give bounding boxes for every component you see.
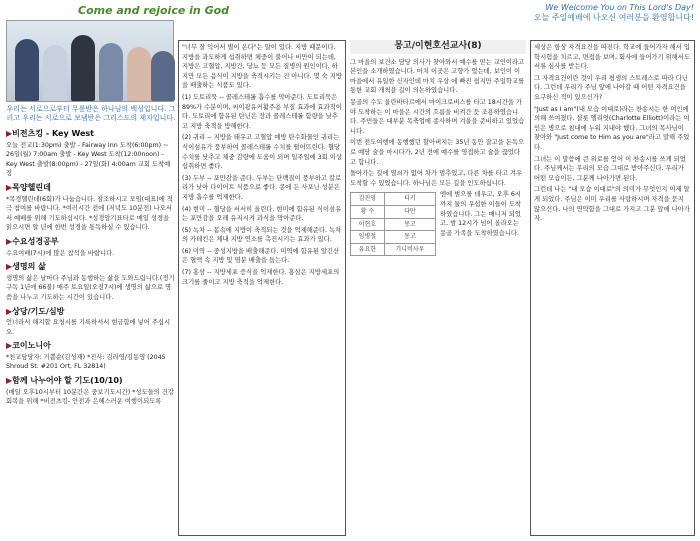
bullet-icon: ▶	[6, 262, 13, 272]
welcome-header	[534, 3, 694, 23]
devotional-paragraph: "Just as I am"(내 모습 이대로)라는 찬송시는 한 여인에 의해 쓰여졌다. 샬롯 엘리엇(Charlotte Elliott)이라는 여인은 병으로 침대에 누워 지내야 했다. 그녀의 목사님이 찾아와 "Just come to Him as you are"라고 말해 주었다.	[534, 105, 690, 151]
section-title	[6, 237, 176, 247]
section-title-text: 수요성경공부	[12, 236, 59, 246]
devotional-paragraph: 그녀는 이 말씀에 큰 위로를 얻어 이 찬송시를 쓰게 되었다. 주님께서는 우리의 모습 그대로 받아주신다. 우리가 어떤 모습이든, 그분께 나아가면 된다.	[534, 155, 686, 182]
health-article-column	[178, 40, 346, 536]
devotional-paragraph: 그런데 나는 "내 모습 이대로"의 의미가 무엇인지 이제 알게 되었다. 주님은 이미 우리를 사랑하시며 자격을 묻지 않으신다. 나의 연약함을 그대로 가지고 그분 앞에 나아가자.	[534, 186, 690, 223]
article-paragraph: (3) 두부 -- 포만감을 준다. 두부는 단백질이 풍부하고 칼로리가 낮아 다이어트 식품으로 좋다. 콩에 든 사포닌 성분은 지방 흡수를 억제한다.	[182, 174, 342, 201]
announcement-section	[6, 237, 176, 258]
table-row	[351, 193, 436, 206]
article-paragraph: (4) 현미 -- 혈당을 서서히 올린다. 현미에 함유된 식이섬유는 포만감을 오래 유지시켜 과식을 막아준다.	[182, 205, 342, 223]
table-row	[351, 243, 436, 256]
health-article	[182, 43, 342, 287]
bullet-icon: ▶	[6, 236, 13, 246]
section-title-text: 코이노니아	[12, 341, 51, 351]
devotional-article	[534, 43, 691, 224]
announcement-section	[6, 262, 176, 302]
bulletin-header-title: Come and rejoice in God	[78, 4, 230, 17]
section-title-text: 생명의 삶	[12, 262, 46, 272]
table-cell: 임병철	[351, 231, 385, 244]
section-title	[6, 262, 176, 272]
article-paragraph: (6) 미역 -- 중성지방을 배출해준다. 미역에 함유된 알긴산은 혈액 속 지방 및 염분 배출을 돕는다.	[182, 247, 340, 265]
table-cell: 티키	[384, 193, 435, 206]
person-figure	[71, 35, 95, 101]
section-body: *친교담당자: 기쁨순(김성재) *진사: 김라영/김동영 (2045 Shroud St. #201 Ort, FL 32814)	[6, 353, 166, 371]
section-body: 언너라서 해지할 요청시를 기록하셔서 현금함에 넣어 주십시오.	[6, 319, 171, 336]
letter-paragraph: 그 마을의 보건소 담당 의사가 찾아와서 예수를 믿는 교인이라고 본인을 소개하였습니다. 마치 이곳은 고향가 었는데, 보인이 이 마을에서 유일한 신자인데 마치 우상 에 빠진 쉽지만 주일학교를 통한 교회 개척을 길이 의논하였습니다.	[350, 58, 525, 95]
section-body: 수요여배(7시)에 많은 참석을 바랍니다.	[6, 249, 115, 257]
letter-paragraph: 이번 전도여행에 동행했던 할아버지는 35년 동안 잘고을 돈독으로 예당 술을 마시다가, 2년 전에 예수를 영접하고 술을 끊었다고 합니다.	[350, 139, 525, 166]
table-cell: 몽고	[384, 218, 435, 231]
announcement-section	[6, 376, 176, 407]
missionary-letter-after-table: 엔에 범으를 데우고, 오후 6시까지 둘의 우섭한 이들이 도착하였습니다. 그는 매니저 되었고, 밤 12시가 넘어 올라오는 몽골 가족을 도착하였습니다.	[440, 191, 521, 237]
article-paragraph: (5) 녹차 -- 몸속에 지방이 축적되는 것을 억제해준다. 녹차의 카테킨은 체내 지방 연소를 촉진시키는 효과가 있다.	[182, 226, 342, 244]
announcement-section	[6, 183, 176, 233]
announcements-column	[6, 20, 176, 538]
bullet-icon: ▶	[6, 341, 13, 351]
table-cell: 황 수	[351, 205, 385, 218]
bullet-icon: ▶	[6, 182, 13, 192]
article-paragraph: (2) 귀리 -- 지방을 태우고 고혈압 예방 탄수화물인 귀리는 식이섬유가 풍부하여 콜레스테롤 수치를 떨어뜨린다. 혈당 수치를 낮추고 체중 감량에 도움이 되며 일주일에 3회 이상 섭취하면 좋다.	[182, 134, 342, 171]
missionary-table	[350, 192, 436, 256]
section-title	[6, 307, 176, 317]
section-body: *목경헬린데(6회)가 나눕습니다. 잠조하시고 모임(대표)에 적극 참여를 바랍니다. *여러시간 전에 (저녁도 10분전) 나오서서 예배를 위해 기도하십시다. *성경암기표타로 매일 성경을 읽으시면 알 년에 한번 성경을 통독하실 수 있습니다.	[6, 195, 173, 232]
table-cell: 유요한	[351, 243, 385, 256]
photo-caption: 우리는 서로으로부터 무릎받은 하나님의 백성입니다. 그리고 우리는 서로으로 보냄받은 그리스도의 제자입니다.	[6, 105, 176, 122]
person-figure	[127, 47, 151, 101]
announcement-section	[6, 307, 176, 338]
announcement-section	[6, 129, 176, 179]
section-title	[6, 341, 176, 351]
announcement-sections	[6, 129, 176, 407]
person-figure	[15, 39, 39, 101]
letter-paragraph: 돌아가는 길에 열쇠가 없어 차가 멈추었고, 다른 차를 타고 겨우 도착할 수 있었습니다. 하나님은 모든 길을 인도하십니다.	[350, 170, 523, 187]
article-paragraph: "너무 잘 익어서 별이 온다"는 말이 있다. 지방 때문이다. 지방을 과도하게 섭취하면 체중이 불어나 비만이 되는데, 지방은 고혈압, 지방간, 당뇨 등 모든 질병의 원인이다. 하지만 모든 음식이 지방을 축적시키는 건 아니다. 몇 숙 지방을 배출하는 식품도 있다.	[182, 44, 342, 90]
section-title-text: 함께 나누어야 할 기도(10/10)	[12, 376, 123, 386]
welcome-english: We Welcome You on This Lord's Day!	[545, 3, 694, 12]
welcome-korean: 오늘 주일예배에 나오신 여러분을 환영합니다!	[533, 13, 694, 22]
person-figure	[43, 45, 67, 101]
table-row	[351, 205, 436, 218]
article-paragraph: (7) 홍삼 -- 지방세포 증식을 억제한다. 홍삼은 지방세포의 크기를 줄이고 지방 축적을 억제한다.	[182, 269, 340, 286]
table-row	[351, 218, 436, 231]
pastor-family-photo	[6, 20, 174, 102]
section-title-text: 비전츠킹 - Key West	[12, 129, 94, 138]
bullet-icon: ▶	[6, 376, 13, 386]
table-cell: 이현호	[351, 218, 385, 231]
article-paragraph: (1) 도토리묵 -- 콜레스테롤 흡수를 막아준다. 도토리묵은 89%가 수분이며, 씨이광유커활주용 부질 효과에 효과적이다. 도토리에 함유된 탄닌은 장과 콜레스테롤 함량을 낮추고 지방 축적을 방해한다.	[182, 93, 342, 130]
bullet-icon: ▶	[6, 129, 13, 138]
devotional-paragraph: 세상은 항상 자격요건을 따진다. 학교에 들어가자 해서 입학시험을 치르고, 면접을 보며, 회사에 들어가기 위해서도 서류 심사를 받는다.	[534, 44, 690, 71]
table-cell: 기니비사우	[384, 243, 435, 256]
announcement-section	[6, 341, 176, 372]
section-title	[6, 376, 176, 386]
section-body: (매일 오후10시부터 10분간은 중보기도시간) *성도들의 건강회복을 위해 *비전츠킹- 안전과 은혜스러운 여행이되도록	[6, 388, 174, 406]
section-body: 생명의 삶은 날마다 주님과 동행하는 삶을 도와드립니다.(정기구독 1년에 66불) 매주 토요일(오전7시)에 생명의 삶으로 명씀을 나누고 기도하는 시간이 있습니다.	[6, 274, 175, 301]
section-body: 오늘 전교(1:30pm) 출발 - Fairway Inn 도착(6:00pm) ~ 26일(월) 7:00am 출발 - Key West 도착(12:00noon) - Key West 출발(8:00pm) - 27일(화) 4:00am 교회 도착예정	[6, 141, 171, 178]
person-figure	[99, 43, 123, 101]
table-cell: 김진영	[351, 193, 385, 206]
section-title	[6, 183, 176, 193]
missionary-letter-title: 몽고/이현호선교사(8)	[350, 40, 526, 54]
table-row	[351, 231, 436, 244]
devotional-column	[530, 40, 695, 536]
person-figure	[151, 51, 175, 101]
section-title-text: 상당/기도/심방	[12, 306, 65, 316]
bullet-icon: ▶	[6, 306, 13, 316]
section-title	[6, 129, 176, 139]
devotional-paragraph: 그 자격요건이란 것이 우리 평생의 스트레스로 따라 다닌다. 그런데 우리가 주님 앞에 나아갈 때 어떤 자격요건을 요구하신 적이 있으신가?	[534, 74, 688, 101]
missionary-letter-body	[350, 58, 526, 189]
section-title-text: 목양헬린데	[12, 182, 51, 192]
missionary-letter-column	[350, 40, 526, 536]
letter-paragraph: 몽골의 수도 울란바타르에서 마이크로버스를 타고 18시간을 가야 도착하는 이 마을은 시간의 흐름을 비켜간 듯 조용하였습니다. 주민들은 대부분 목축업에 종사하며 겨울을 준비하고 있었습니다.	[350, 98, 525, 135]
table-cell: 다만	[384, 205, 435, 218]
table-cell: 몽고	[384, 231, 435, 244]
